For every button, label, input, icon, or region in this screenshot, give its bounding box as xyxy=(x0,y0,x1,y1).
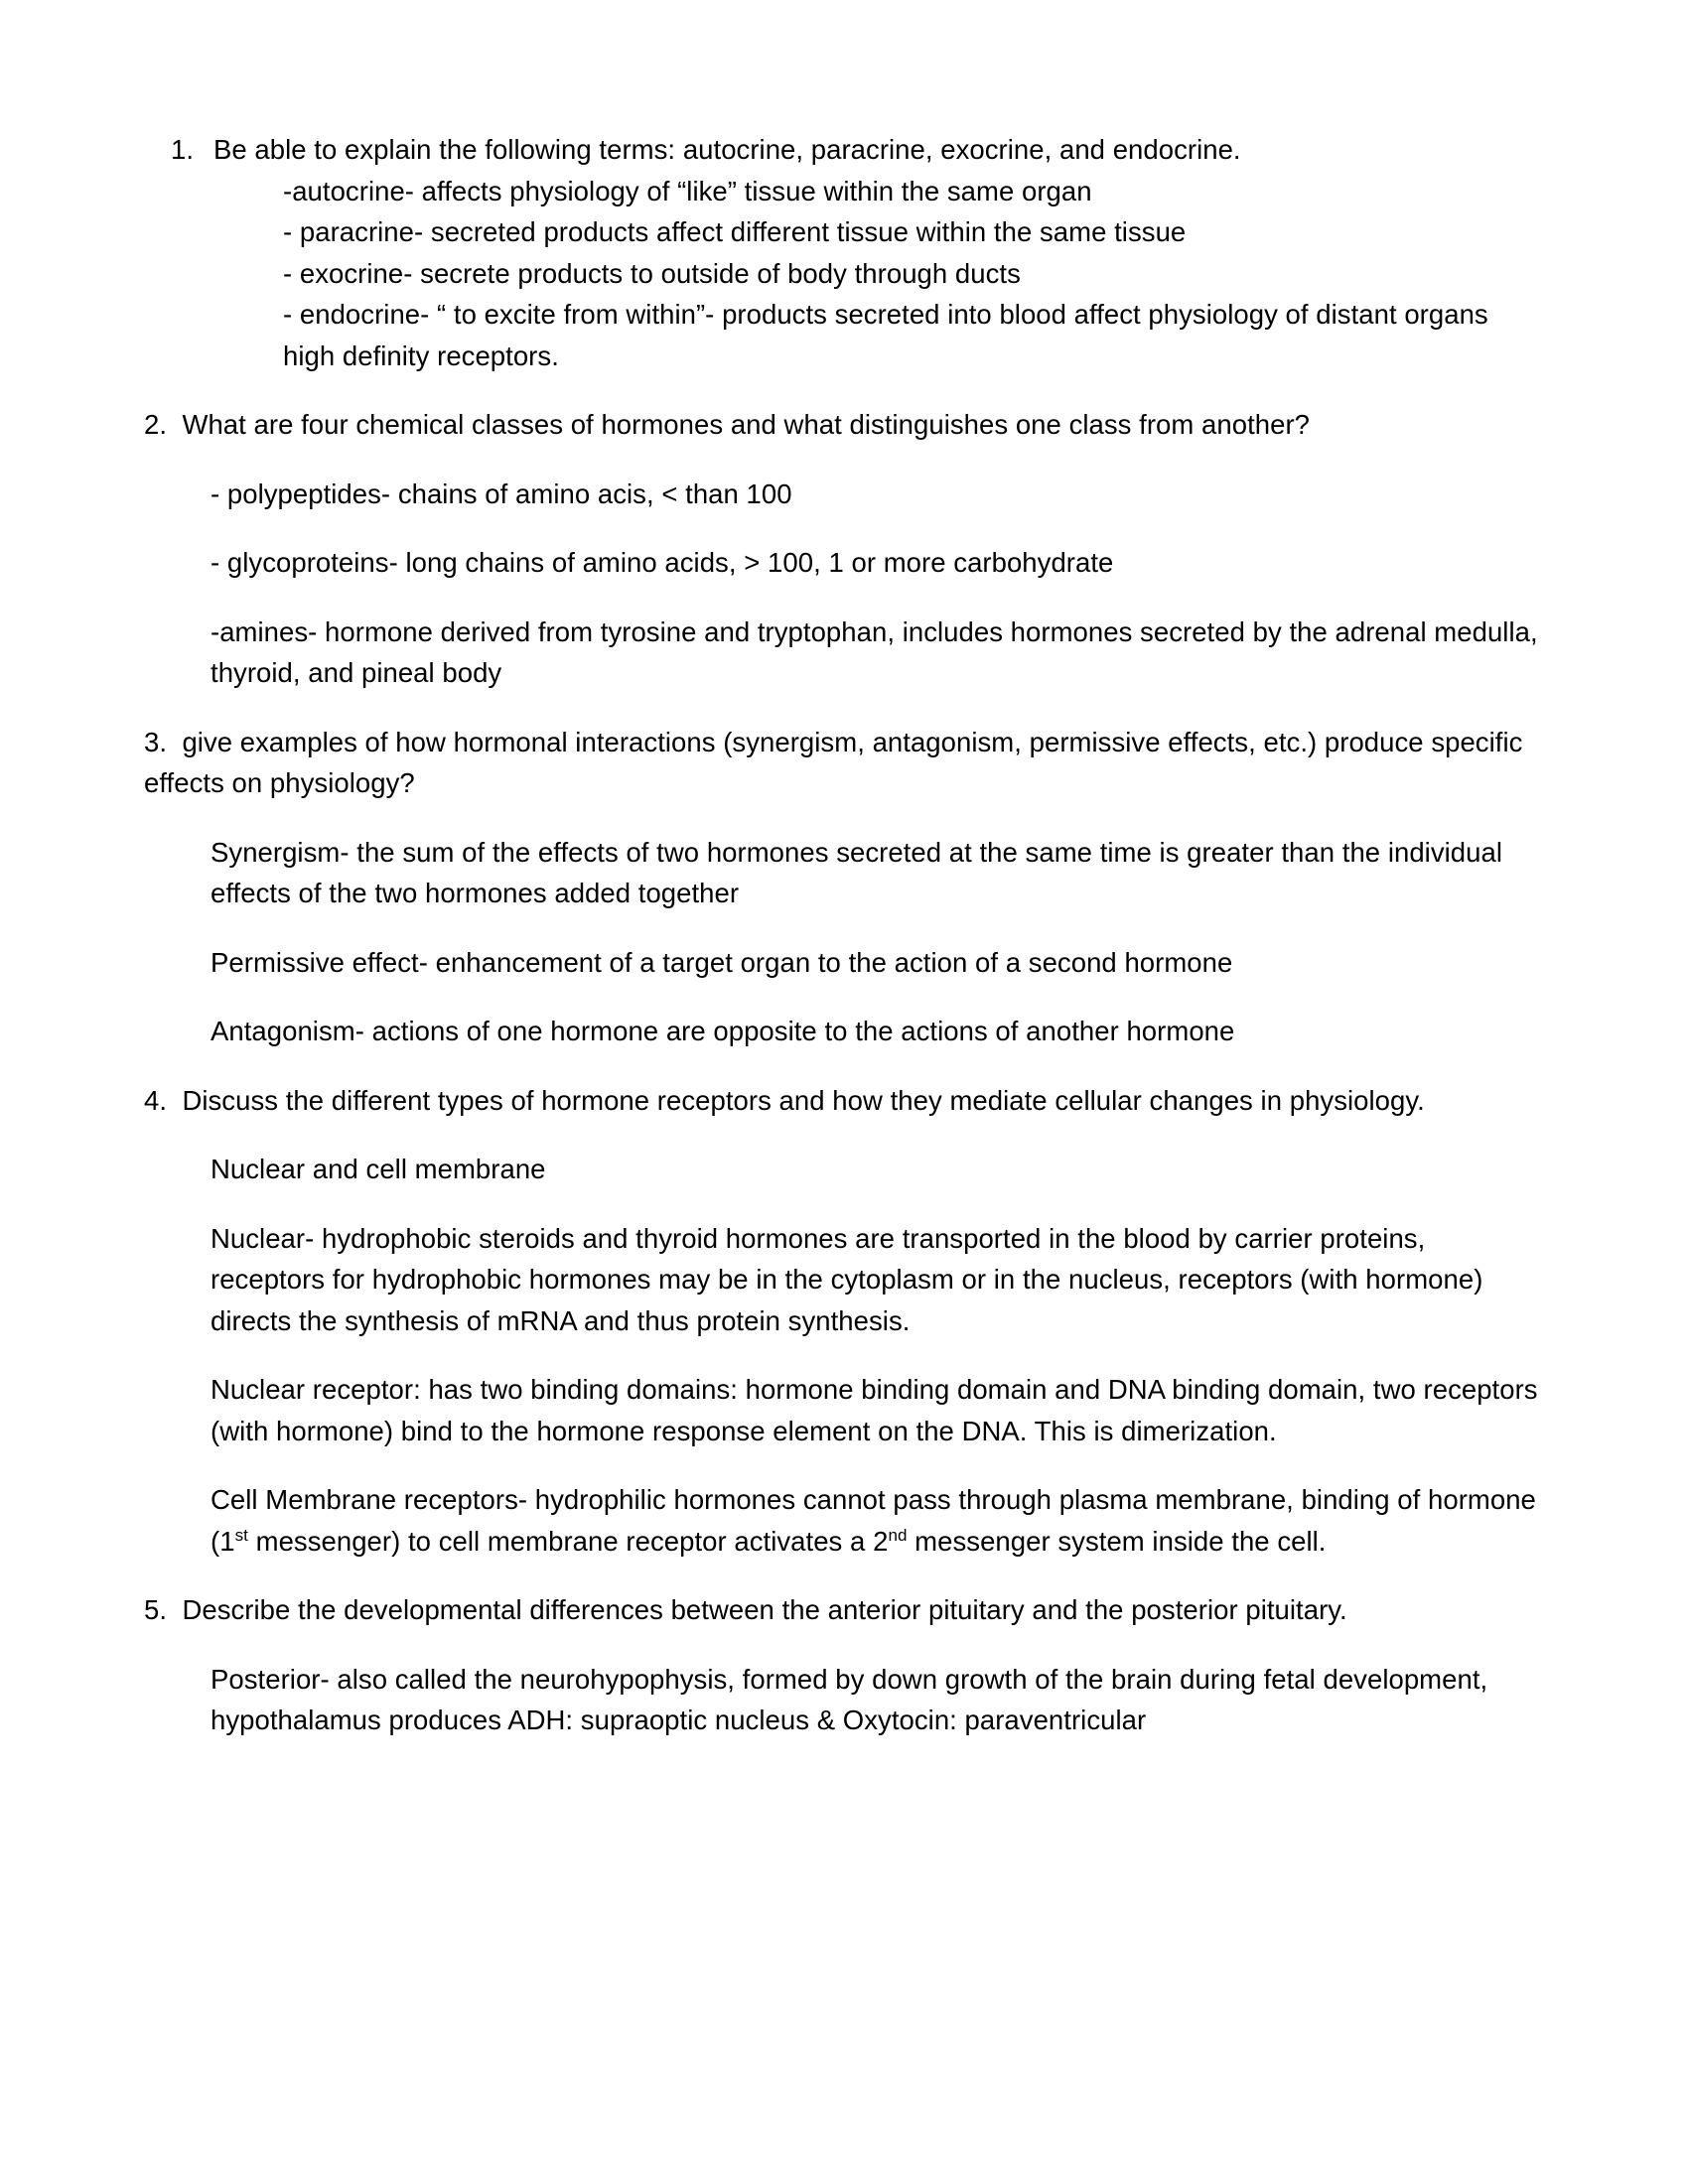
spacer xyxy=(144,1341,1544,1369)
item-4-answer-receptor-types: Nuclear and cell membrane xyxy=(211,1154,546,1184)
item-1-question xyxy=(144,129,1544,171)
item-3-answer-synergism: Synergism- the sum of the effects of two hormones secreted at the same time is greater than the individual effects of the two hormones added together xyxy=(211,836,1502,908)
spacer xyxy=(144,983,1544,1011)
item-3-answer-antagonism: Antagonism- actions of one hormone are opposite to the actions of another hormone xyxy=(211,1016,1235,1046)
item-2-answer-polypeptides: - polypeptides- chains of amino acis, < than 100 xyxy=(211,478,792,509)
item-5-question-text: Describe the developmental differences between the anterior pituitary and the posterior pituitary. xyxy=(182,1594,1347,1625)
spacer xyxy=(144,514,1544,542)
spacer xyxy=(144,1451,1544,1479)
item-2-question-text: What are four chemical classes of hormones and what distinguishes one class from another? xyxy=(182,409,1311,440)
item-4-answer-nuclear-receptor: Nuclear receptor: has two binding domains: hormone binding domain and DNA binding domain, two receptors (with hormone) bind to the hormone response element on the DNA. This is dimerization. xyxy=(211,1374,1538,1446)
item-3-answer-permissive: Permissive effect- enhancement of a target organ to the action of a second hormone xyxy=(211,946,1233,978)
item-2-question xyxy=(144,404,1544,446)
spacer xyxy=(144,1121,1544,1149)
spacer xyxy=(144,446,1544,474)
list-item-4 xyxy=(144,1080,1544,1563)
spacer xyxy=(144,1631,1544,1659)
item-1-number: 1. xyxy=(171,134,195,165)
item-4-answer-cell-membrane xyxy=(144,1479,1544,1562)
cell-membrane-text-part2: messenger) to cell membrane receptor activates a 2 xyxy=(247,1525,889,1557)
item-4-question xyxy=(144,1080,1544,1122)
cell-membrane-text-part1: Cell Membrane receptors- hydrophilic hormones cannot pass through plasma membrane, binding of hormone (1 xyxy=(211,1484,1536,1557)
ordinal-suffix-first: st xyxy=(234,1525,248,1545)
item-5-question xyxy=(144,1589,1544,1631)
item-4-number: 4. xyxy=(144,1084,168,1116)
item-5-answer-posterior: Posterior- also called the neurohypophysis, formed by down growth of the brain during fetal development, hypothalamus produces ADH: supraoptic nucleus & Oxytocin: paraventricular xyxy=(211,1663,1488,1735)
item-1-subline-autocrine: -autocrine- affects physiology of “like” tissue within the same organ xyxy=(283,175,1092,206)
item-5-number: 5. xyxy=(144,1594,168,1625)
spacer xyxy=(144,914,1544,942)
spacer xyxy=(144,694,1544,722)
item-4-answer-nuclear: Nuclear- hydrophobic steroids and thyroid hormones are transported in the blood by carrier proteins, receptors for hydrophobic hormones may be in the cytoplasm or in the nucleus, receptors (with hormone) directs the synthesis of mRNA and thus protein synthesis. xyxy=(211,1222,1483,1336)
list-item-3 xyxy=(144,722,1544,1052)
spacer xyxy=(144,1562,1544,1589)
item-2-number: 2. xyxy=(144,409,168,440)
spacer xyxy=(144,376,1544,404)
list-item-2 xyxy=(144,404,1544,694)
item-3-number: 3. xyxy=(144,726,168,757)
spacer xyxy=(144,1190,1544,1218)
item-3-question xyxy=(144,722,1544,804)
cell-membrane-text-part3: messenger system inside the cell. xyxy=(907,1525,1327,1557)
spacer xyxy=(144,1052,1544,1080)
item-3-question-text: give examples of how hormonal interactions (synergism, antagonism, permissive effects, etc.) produce specific effects on physiology? xyxy=(144,726,1523,798)
item-2-answer-glycoproteins: - glycoproteins- long chains of amino acids, > 100, 1 or more carbohydrate xyxy=(211,547,1114,578)
list-item-5 xyxy=(144,1589,1544,1741)
spacer xyxy=(144,584,1544,612)
item-1-question-text: Be able to explain the following terms: autocrine, paracrine, exocrine, and endocrine. xyxy=(213,134,1241,165)
item-1-subline-paracrine: - paracrine- secreted products affect different tissue within the same tissue xyxy=(283,216,1187,247)
spacer xyxy=(144,804,1544,832)
item-1-subline-endocrine: - endocrine- “ to excite from within”- products secreted into blood affect physiology of distant organs high definity receptors. xyxy=(283,299,1488,371)
item-2-answer-amines: -amines- hormone derived from tyrosine and tryptophan, includes hormones secreted by the adrenal medulla, thyroid, and pineal body xyxy=(211,615,1538,688)
item-4-question-text: Discuss the different types of hormone receptors and how they mediate cellular changes in physiology. xyxy=(182,1084,1425,1116)
item-1-subline-exocrine: - exocrine- secrete products to outside of body through ducts xyxy=(283,257,1021,289)
ordinal-suffix-second: nd xyxy=(888,1525,908,1545)
list-item-1 xyxy=(144,129,1544,376)
